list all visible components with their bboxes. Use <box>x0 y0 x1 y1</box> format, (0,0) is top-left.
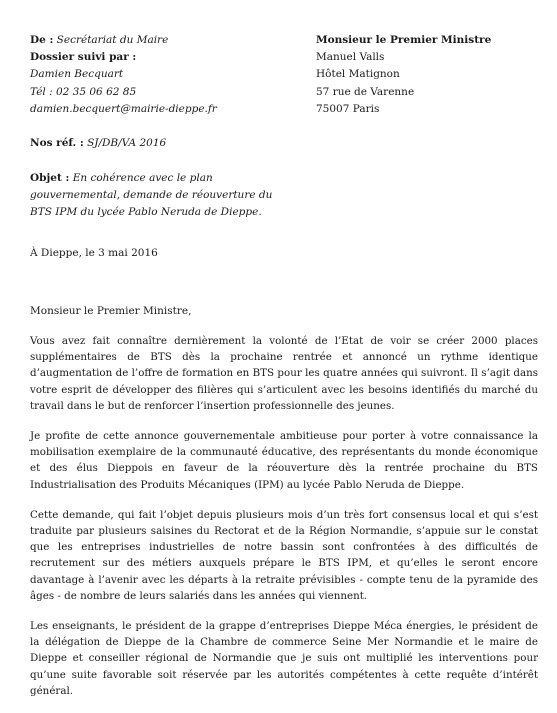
recipient-building: Hôtel Matignon <box>316 68 400 81</box>
contact-name: Damien Becquart <box>30 68 124 81</box>
from-value: Secrétariat du Maire <box>56 34 169 46</box>
subject-line-3: BTS IPM du lycée Pablo Neruda de Dieppe. <box>30 206 262 218</box>
recipient-title: Monsieur le Premier Ministre <box>316 34 492 46</box>
sender-block <box>30 32 290 221</box>
subject-line-2: gouvernemental, demande de réouverture du <box>30 188 273 201</box>
recipient-city: 75007 Paris <box>316 102 380 115</box>
salutation: Monsieur le Premier Ministre, <box>30 305 192 317</box>
paragraph: Cette demande, qui fait l’objet depuis plusieurs mois d’un très fort consensus local et qui s’est traduite par plusieurs saisines du Rectorat et de la Région Normandie, s’appuie sur le constat que les entreprises industrielles de notre bassin sont confrontées à des difficultés de recrutement sur des métiers auxquels prépare le BTS IPM, et qu’elles le seront encore davantage à l’avenir avec les départs à la retraite prévisibles - compte tenu de la pyramide des âges - de nombre de leurs salariés dans les années qui viennent. <box>30 508 538 602</box>
from-label: De : <box>30 34 54 46</box>
reference <box>30 135 290 152</box>
reference-value: SJ/DB/VA 2016 <box>87 137 167 150</box>
contact-phone: Tél : 02 35 06 62 85 <box>30 85 137 98</box>
paragraph: Les enseignants, le président de la grappe d’entreprises Dieppe Méca énergies, le président de la délégation de Dieppe de la Chambre de commerce Seine Mer Normandie et le maire de Dieppe et conseiller régional de Normandie que je suis ont multiplié les interventions pour qu’une suite favorable soit réservée par les autorités compétentes à cette requête d’intérêt général. <box>30 620 538 697</box>
sender-from <box>30 32 290 49</box>
paragraph: Je profite de cette annonce gouvernementale ambitieuse pour porter à votre connaissance la mobilisation exemplaire de la communauté éducative, des représentants du monde économique et des élus Dieppois en faveur de la réouverture dès la rentrée prochaine du BTS Industrialisation des Produits Mécaniques (IPM) au lycée Pablo Neruda de Dieppe. <box>30 430 538 491</box>
subject-label: Objet : <box>30 171 70 184</box>
recipient-block <box>316 32 546 118</box>
paragraph: Vous avez fait connaître dernièrement la volonté de l’Etat de voir se créer 2000 places supplémentaires de BTS dès la prochaine rentrée et annoncé un rythme identique d’augmentation de l’offre de formation en BTS pour les quatre années qui suivront. Il s’agit dans votre esprit de développer des filières qui s’articulent avec les besoins identifiés du marché du travail dans le but de renforcer l’insertion professionnelle des jeunes. <box>30 335 538 412</box>
subject-line-1: En cohérence avec le plan <box>72 171 213 184</box>
letter-date: À Dieppe, le 3 mai 2016 <box>30 247 158 259</box>
recipient-street: 57 rue de Varenne <box>316 85 415 98</box>
contact-email: damien.becquert@mairie-dieppe.fr <box>30 102 217 115</box>
subject <box>30 170 290 187</box>
recipient-name: Manuel Valls <box>316 51 385 64</box>
letter-body <box>30 333 538 713</box>
reference-label: Nos réf. : <box>30 137 84 150</box>
dossier-label: Dossier suivi par : <box>30 51 137 64</box>
